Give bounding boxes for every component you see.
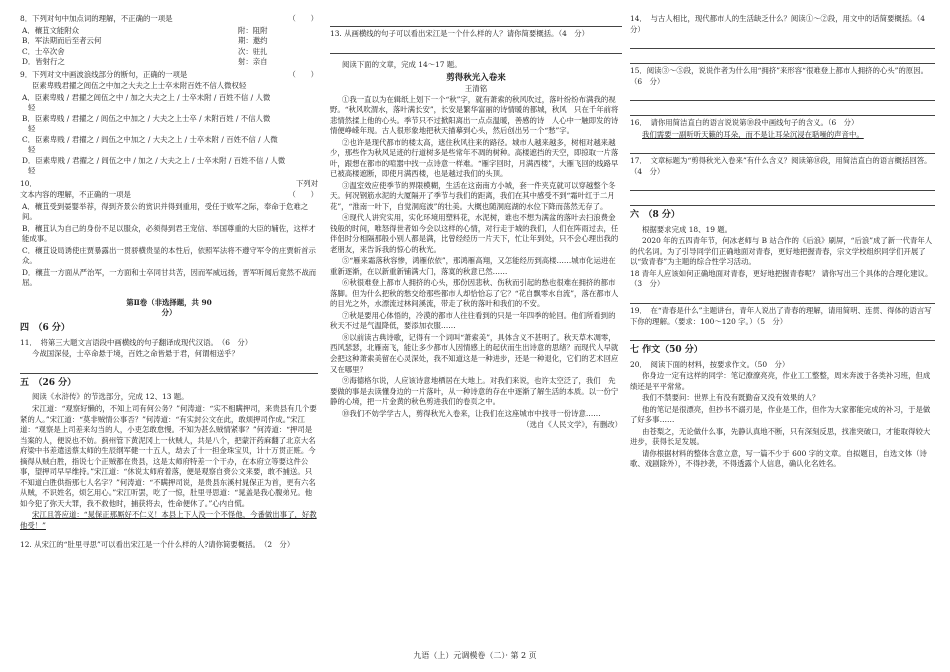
q9-option: C．臣素卑贱 / 君擢之 / 闾伍之中加之 / 大夫之上 / 士卒未附 / 百姓不信 / 人微 轻 [22,134,278,155]
essay-material: 由苍梨之，无论做什么事，先静认真地不断，只有深刻反思，找准突破口，才能取得较大进步，获得长足发展。 [630,426,931,447]
column-middle [330,14,622,432]
article-author: 王清铭 [464,84,488,94]
section-6-paragraph: 2020 年的五四青年节，何冰老师与 B 站合作的《后浪》刷屏，“后浪”成了新一代青年人的代名词。为了引导同学们正确地面对青春，更好地把握青春，宗文学校组织同学们开展了以“致青春”为主题的综合性学习活动。 [630,236,933,267]
answer-line[interactable] [330,14,622,27]
answer-line[interactable] [630,328,935,341]
q11: 11． 将第三大题文言语段中画横线的句子翻译成现代汉语。 （6 分） [20,337,253,347]
q9-option: D．臣素卑贱 / 君擢之 / 闾伍之中 / 加之 / 大夫之上 / 士卒未附 / 百姓不信 / 人微 轻 [22,155,286,176]
q10-option: B．穰苴认为自己的身份不足以服众，必须得到君王宠信、举国尊重的大臣的辅佐，这样才能成事。 [22,223,316,244]
section-5-intro: 阅读《水浒传》的节选部分，完成 12、13 题。 [32,392,189,402]
article-paragraph: ⑦秋是要用心体悟的，冷漠的都市人往往看到的只是一年四季的轮回。他们所看到的秋天不过是气温降低，要添加衣服…… [330,310,616,331]
q16-sentence: 我们需要一副听听天籁的耳朵，而不是让耳朵沉浸在聒噪的声音中。 [642,129,864,139]
answer-line[interactable] [630,103,935,116]
section-4-title: 四 （6 分） [20,322,70,333]
q10-option: A．穰苴受到晏婴举荐，得到齐景公的赏识并得到重用，受任于败军之际，奉命于危难之间。 [22,201,309,222]
section-5-title: 五 （26 分） [20,377,77,388]
essay-material: 我们不禁要问：世界上有没有既勤奋又没有效果的人？ [642,393,820,403]
answer-line[interactable] [630,178,935,191]
essay-requirement: 请你根据材料的整体含意立意，写一篇不少于 600 字的文章。自拟题目，自选文体（诗歌、戏剧除外），不得抄袭，不得透露个人信息，确认化名姓名。 [630,448,927,469]
article-paragraph: ⑤“雁来霜落秋容惨，鸿雁依依”，那鸿雁高翔，又怎能经历到高楼……城市化运进在重新逐渐，在以新重新铺满大门，落寞的秋意已然…… [330,256,616,276]
essay-material: 你身边一定有这样的同学：笔记潦潦亮亮，作业工工整整，周末奔波于各类补习班，但成绩还是平平常常。 [630,371,931,391]
answer-line[interactable] [630,36,935,49]
q10-stem: 文本内容的理解，不正确的一项是 （ ） [20,190,318,200]
article-paragraph: ④现代人讲究实用，实化环境用塑料花，水泥树，谁也不想为满盆的落叶去扫浪费金钱般的时间，唯怒得世者如今会以这样的心情，对行走于城的我们，人们在阵雨过去，任伴侣时分相隔那般小别人都是满，比曾经经历一片天下，忙让年到处，只不会心理出我的老朋友，来告诉我的惊心的秋光。 [330,213,619,254]
article-paragraph: ⑩我们不妨学学古人，剪得秋光入卷来，让我们在这座城市中找寻一份诗意…… [342,408,601,418]
answer-line[interactable] [630,291,935,304]
answer-line[interactable] [630,193,935,206]
q9-option: A．臣素卑贱 / 君擢之闾伍之中 / 加之大夫之上 / 士卒未附 / 百姓不信 / 人微 轻 [22,92,271,113]
part2-title: 第Ⅱ卷（非选择题，共 90 [126,297,212,307]
essay-material: 他的笔记是很漂亮，但抄书不溺刃是，作业是工作，但作为大家都能完成的补习，于是做了好多事…… [630,404,931,425]
q8-option: D．皆射行之 射：亲自 [22,57,268,67]
answer-line[interactable] [630,51,935,64]
answer-line[interactable] [330,41,622,54]
q10-option: D．穰苴一方面从严治军，一方面和士卒同甘共苦，因而军威远扬，晋军听闻后竟然不战而屈。 [22,267,317,288]
article-paragraph: ⑨海德格尔说，人应该诗意地栖居在大地上。对我们来说，也许太空泛了，我们 先要做的事是去读懂身边的一片落叶，从一种诗意的存在中逐渐了解生活的本质。以一份宁静的心境，把一片金黄的秋色剪进我们的卷页之中。 [330,376,619,407]
q17: 17． 文章标题为“剪得秋光入卷来”有什么含义？阅读第⑩段，用简洁直白的语言概括回答。（4 分） [630,156,932,176]
q8-option: C．士卒次舍 次：驻扎 [22,46,268,56]
q19: 19． 在“青春是什么”主题讲台，青年人说出了青春的理解，请用简明、连贯、得体的语言写下你的理解。（要求：100～120 字。）（5 分） [630,305,932,326]
article-paragraph: ②也许是现代都市的楼太高，遮住秋风往来的路径。城市人越来越多，树相对越来越少，那些作为秋风足迹的行道树多是些常年不凋的树种。高楼遮挡的天空，即掠取一片落叶，跟想在都市的喧嚣中找一点诗意一样难。“雁字回时，月满西楼”，大雁飞回的线路早已被高楼遮断，即使月满西楼，也是越过我们的头顶。 [330,137,619,179]
section-6-intro: 根据要求完成 18、19 题。 [642,224,733,234]
article-paragraph: ①我一直以为在辑纸上划下一个“秋”字，就有萧索的秋风吹过，落叶纷纷布满我的视野。“秋风吹渭水，落叶满长安”，长安是繁华富丽的诗情暖的都城，秋风 只在千年前将悲情然揉上他的心头。季节只不过掀阳离出一点点温暖，善感的诗 人心中一触即发的诗情便峥嵘年现。古人很形象地把秋天描摹到心头，然后创出另一个“愁”字。 [330,94,619,136]
q18: 18 青年人应该如何正确地面对青春，更好地把握青春呢？ 请你写出三个具体的合理化建议。（3 分） [630,268,933,289]
article-title: 剪得秋光入卷来 [446,73,506,84]
q15: 15．阅读③～⑤段，说说作者为什么用“拥挤”来形容“很难登上都市人拥挤的心头”的原因。（6 分） [630,66,928,86]
answer-line[interactable] [20,361,318,374]
article-source: （选自《人民文学》，有删改） [522,420,622,430]
section-7-title: 七 作文（50 分） [630,345,703,356]
page-footer: 九语（上）元调模卷（二）· 第 2 页 [413,651,537,660]
q13: 13. 从画横线的句子可以看出宋江是一个什么样的人？请你简要概括。（4 分） [330,29,589,38]
q9-stem: 9．下列对文中画波浪线部分的断句，正确的一项是 （ ） [20,69,318,79]
q9-option: B．臣素卑贱 / 君擢之 / 闾伍之中加之 / 大夫之上士卒 / 未附百姓 / 不信人微 轻 [22,113,271,134]
q11-sentence: 今战国深侵，士卒命悬于境，百姓之命皆悬于君，何谓相送乎？ [32,349,239,359]
column-left [20,14,318,552]
column-right [630,14,935,471]
q14: 14． 与古人相比，现代都市人的生活缺乏什么？阅读①～②段，用文中的话简要概括。（4 分） [630,14,933,34]
q10-head: 10． 下列对 [20,178,318,188]
section-6-title: 六 （8 分） [630,210,680,221]
q9-source: 臣素卑贱君擢之闾伍之中加之大夫之上士卒未附百姓不信人微权轻 [32,81,247,91]
q10-option: C．穰苴设局诱使庄贾暴露出一贯骄横贵显的本性后，依照军法将不遵守军令的庄贾斩首示众。 [22,245,316,266]
q12: 12. 从宋江的“肚里寻思”可以看出宋江是一个什么样的人?请你简要概括。 （2 分） [20,540,295,550]
article-paragraph: ⑥秋很难登上都市人拥挤的心头，那份因悲秋、伤秋而引起的愁也很难在拥挤的都市落脚。但为什么把秋的愁交给那些都市人却恰恰忘了它？“花自飘零水自流”，落在都市人的目光之外，水漂流过林间溪流，带走了秋的落叶和我们的不安。 [330,278,619,309]
q8-stem: 8．下列对句中加点词的理解，不正确的一项是 （ ） [20,14,318,23]
q8-option: B．军法期而后至者云何 期：邀约 [22,36,268,46]
q16: 16． 请你用简洁直白的语言说说第⑩段中画线句子的含义。（6 分） [630,118,859,128]
part2-title-b: 分） [161,308,177,318]
answer-line[interactable] [630,141,935,154]
answer-line[interactable] [630,88,935,101]
article-paragraph: ③温室效应使季节的界限模糊，生活在这南南方小城，套一件夹克就可以穿越整个冬天。何况钢筋水泥的大厦隔开了季节与我们的距离，我们在其中感受不到“霜叶红于二月花”，“淮南一叶下，自觉洞庭波”的壮美。大概也随洞庭湖的水位下降而荡然无存了。 [330,180,616,211]
passage-paragraph: 宋江道：“观察好懒的，不知上司有何公务？”何涛道：“实不相瞒押司，来贵县有几个要紧的人。”宋江道：“莫非贼情公事否？”何涛道：“有实封公文在此，敢烦押司作成。”宋江道：“观察是上司差来勾当的人，小吏怎敢怠慢。不知为甚么贼情紧事？”何涛道：“押司是当案的人，便说也不妨。蓟州管下黄泥冈上一伙贼人，共是八个，把蒙汗药麻翻了北京大名府梁中书差遣送蔡太师的生辰纲军健一十五人，劫去了十一担金珠宝贝，计十万贯正赃。今摘得从贼白胜，指说七个正贼都在贵县，这是太师府特差一个干办，在本府立等要这件公事，望押司早早维持。”宋江道：“休说太师府着落，便是观察自赍公文来要，敢不捕送。只不知道白胜供指那七人名字？”何涛道：“不瞒押司说，是贵县东溪村晁保正为首，更有六名从贼，不识姓名，烦乞用心。”宋江听罢，吃了一惊，肚里寻思道：“晁盖是我心腹弟兄。他如今犯了弥天大罪，我不救他时，捕获将去，性命便休了。”心内自慌。 [20,404,317,508]
reading-intro: 阅读下面的文章，完成 14～17 题。 [342,59,462,69]
passage-underlined: 宋江且答应道：“晁保正那厮好不仁义！本县上下人没一个不怪他，今番做出事了，好教他受！” [20,510,317,530]
q8-option: A．穰苴文能附众 附：阻附 [22,25,268,35]
article-paragraph: ⑧以前读古典诗歌，记得有一个词叫“萧索美”，具体含义不甚明了。秋天草木凋零，西风瑟瑟，北雁南飞，能让多少都市人因情感上的起伏而生出诗意的思绪？而现代人早就会把这种萧索美留在心灵深处，我不知道这是一种进步，还是一种退化，它们的艺术回应又在哪里？ [330,332,619,374]
q20: 20． 阅读下面的材料，按要求作文。（50 分） [630,359,790,369]
